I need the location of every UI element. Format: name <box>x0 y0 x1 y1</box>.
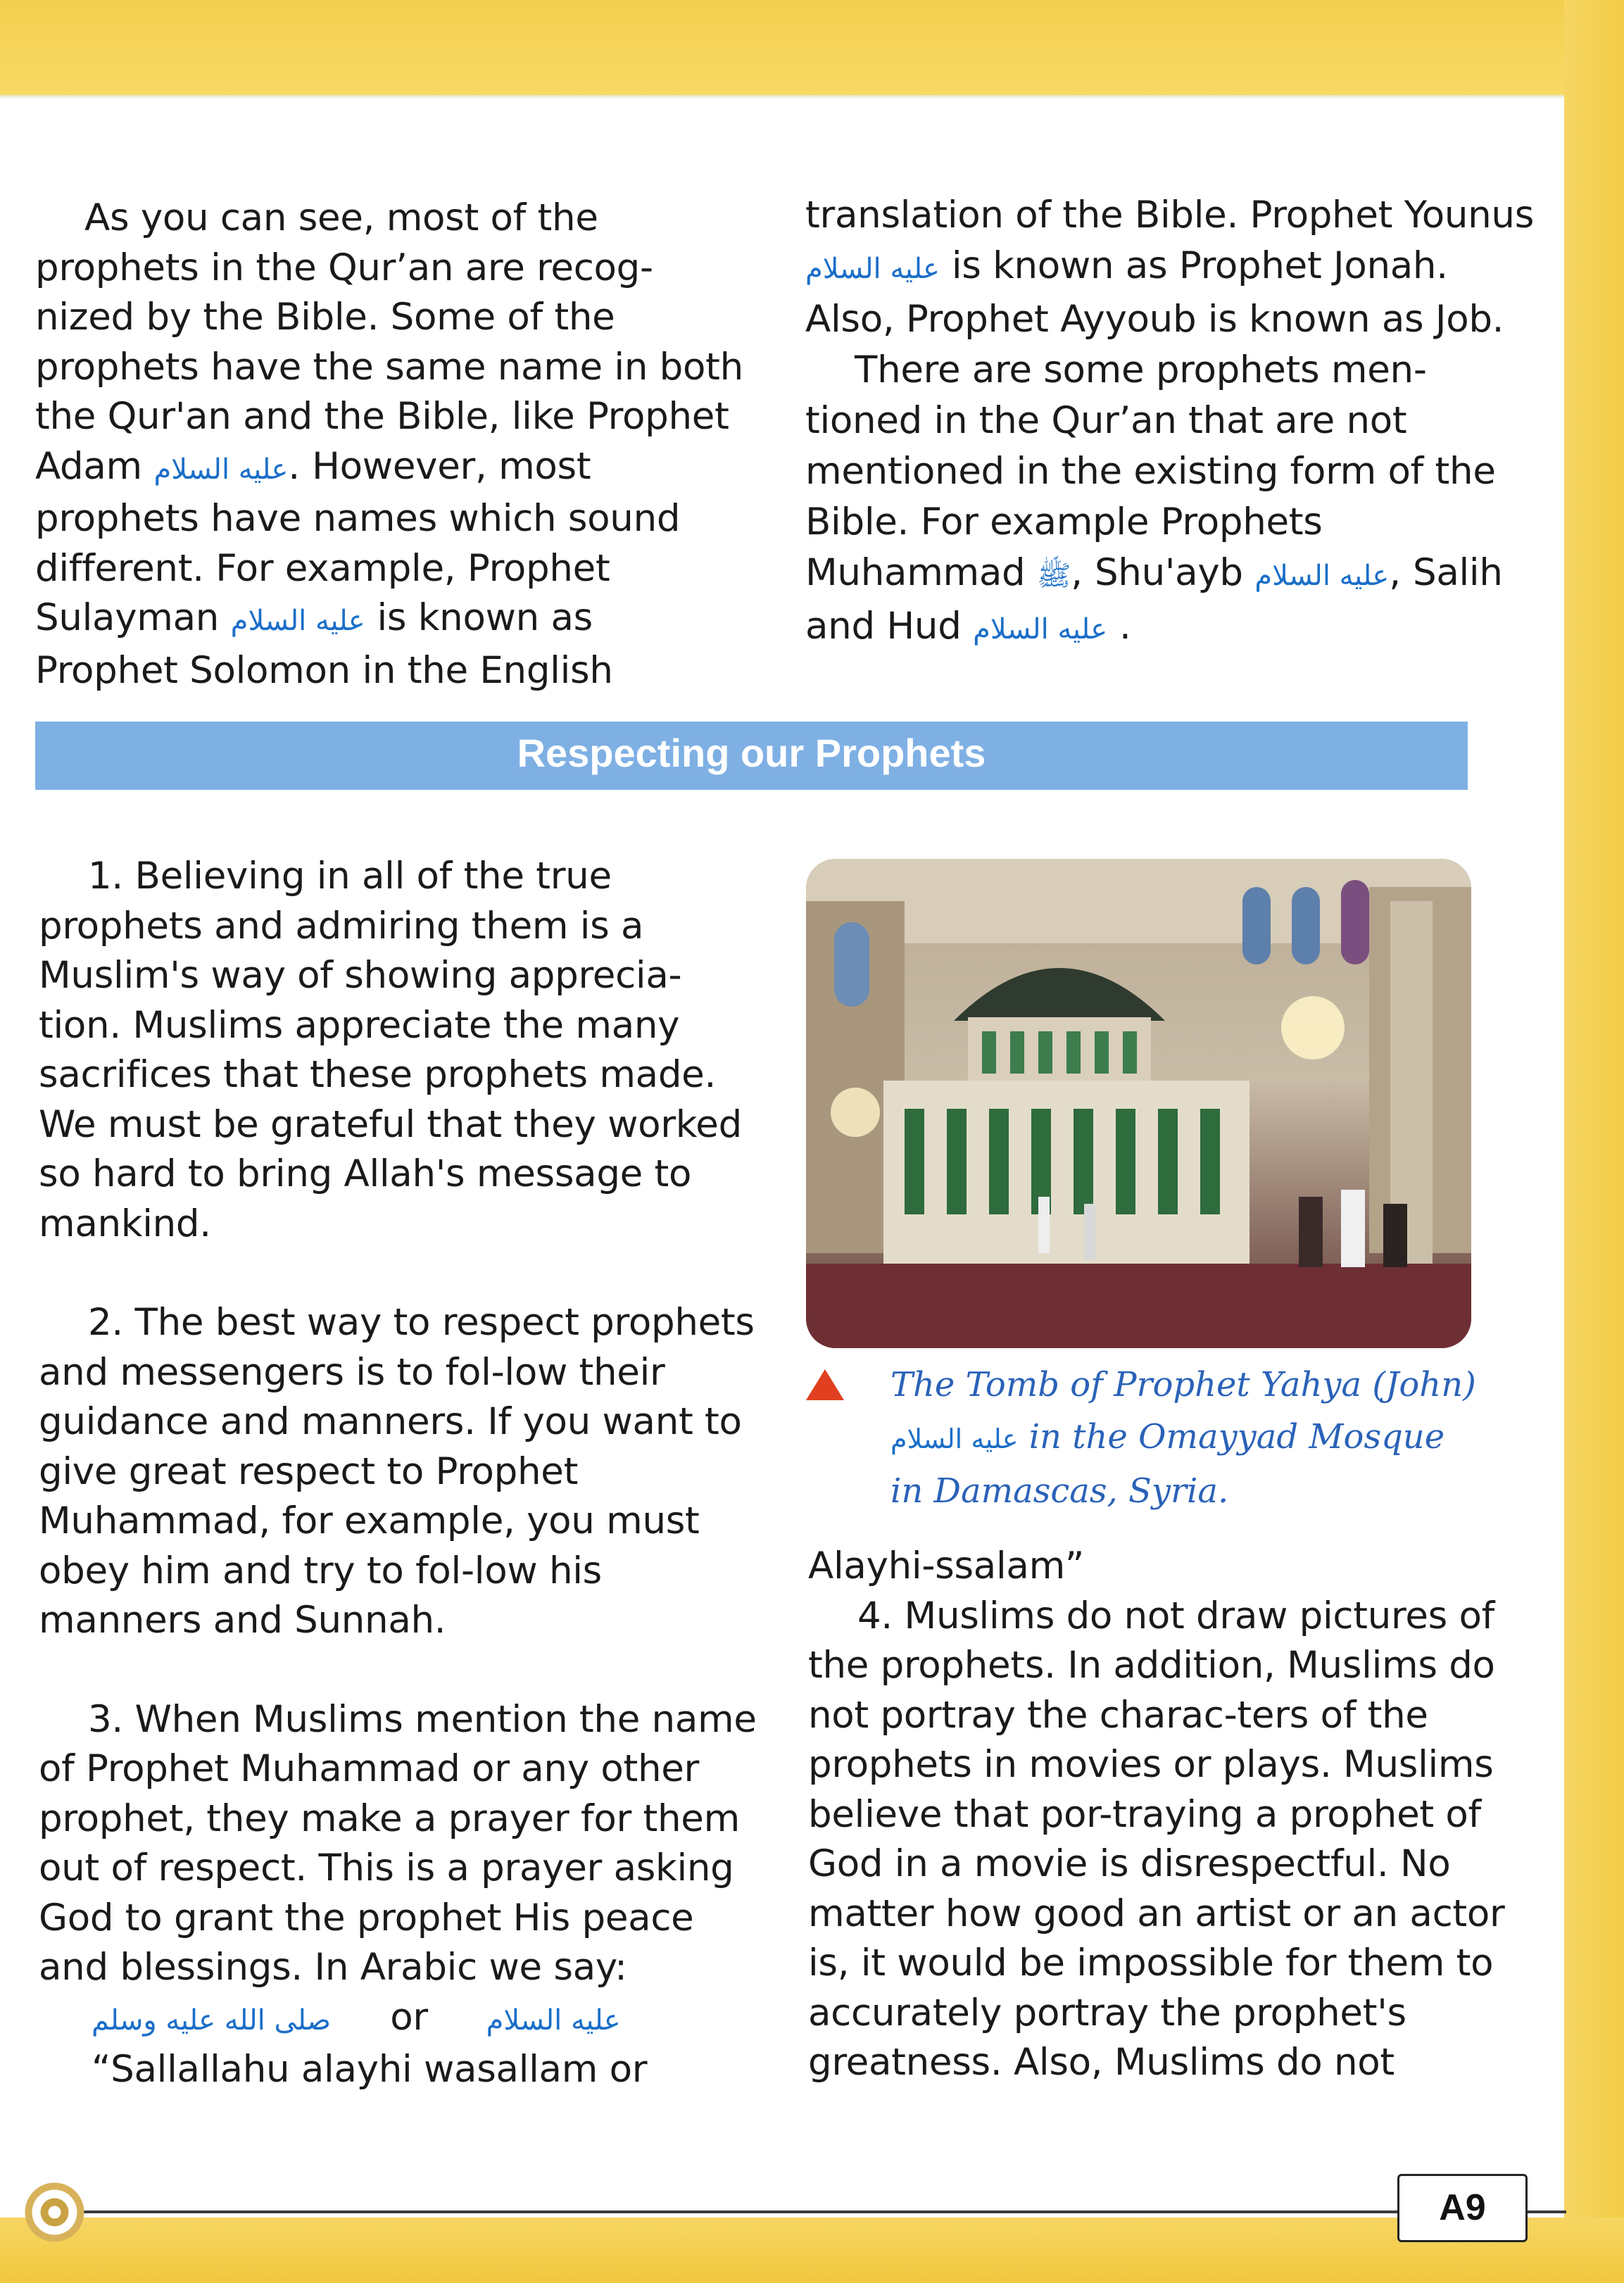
arabic-alayhi-salam: عليه السلام <box>1254 560 1390 592</box>
intro-text-part-2: . However, most prophets have names which sound different. For example, Prophet Sulayman <box>35 444 681 639</box>
flower-ornament-icon <box>21 2179 88 2246</box>
intro-continued-part-2: is known as Prophet Jonah. Also, Prophet Ayyoub is known as Job. <box>805 244 1504 341</box>
respect-column-left <box>39 852 764 2095</box>
photo-caption <box>890 1359 1482 1517</box>
arabic-alayhi-salam: عليه السلام <box>153 453 289 486</box>
respect-item-2: 2. The best way to respect prophets and messengers is to fol-low their guidance and manners. If you want to give great respect to Prophet Muhammad, for example, you must obey him and try to fol-low his manners and Sunnah. <box>39 1301 755 1642</box>
arabic-salla-allah: صلى الله عليه وسلم <box>92 2004 331 2037</box>
intro-text-part-3: is known as Prophet Solomon in the English <box>35 596 613 692</box>
arabic-alayhi-salam: عليه السلام <box>805 253 940 285</box>
respect-item-3: 3. When Muslims mention the name of Prophet Muhammad or any other prophet, they make a prayer for them out of respect. This is a prayer asking God to grant the prophet His peace and blessings. In Arabic we say: <box>39 1697 757 1989</box>
arabic-alayhi-salam: عليه السلام <box>230 605 365 637</box>
respect-item-1: 1. Believing in all of the true prophets and admiring them is a Muslim's way of showing apprecia-tion. Muslims appreciate the many sacrifices that these prophets made. We must be grateful that they worked so hard to bring Allah's message to mankind. <box>39 855 742 1245</box>
tomb-photo <box>806 859 1471 1348</box>
intro-continued-paragraph <box>805 190 1537 345</box>
unmentioned-part-3: , Salih and Hud <box>805 551 1503 648</box>
or-word: or <box>390 1995 428 2039</box>
paragraph-spacer <box>39 1249 764 1298</box>
page-number-box <box>1397 2174 1528 2242</box>
transliteration-quote-start: “Sallallahu alayhi wasallam or <box>92 2048 648 2091</box>
caption-part-1: The Tomb of Prophet Yahya (John) <box>890 1365 1476 1404</box>
unmentioned-part-2: , Shu'ayb <box>1071 551 1243 594</box>
unmentioned-part-1: There are some prophets men-tioned in the Qur’an that are not mentioned in the existing form of the Bible. For example Prophets Muhammad <box>805 348 1496 594</box>
arabic-alayhi-salam: عليه السلام <box>973 613 1108 646</box>
top-decorative-band <box>0 0 1624 95</box>
top-band-edge <box>0 95 1624 99</box>
unmentioned-prophets-paragraph <box>805 345 1537 655</box>
bottom-decorative-band <box>0 2218 1624 2283</box>
respect-item-4: 4. Muslims do not draw pictures of the prophets. In addition, Muslims do not portray the charac-ters of the prophets in movies or plays. Muslims believe that por-traying a prophet of God in a movie is disrespectful. No matter how good an artist or an actor is, it would be impossible for them to accurately portray the prophet's greatness. Also, Muslims do not <box>808 1594 1505 2084</box>
arabic-saw-glyph: ﷺ <box>1036 560 1071 592</box>
caption-marker-triangle <box>806 1369 844 1400</box>
arabic-alayhi-salam: عليه السلام <box>486 2004 621 2037</box>
respect-column-right <box>808 1542 1544 2088</box>
arabic-alayhi-salam: عليه السلام <box>890 1423 1019 1454</box>
intro-text-part-1: As you can see, most of the prophets in the Qur’an are recog-nized by the Bible. Some of the prophets have the same name in both the Qur'an and the Bible, like Prophet Adam <box>35 196 743 488</box>
intro-paragraph <box>35 194 746 696</box>
paragraph-spacer <box>39 1646 764 1695</box>
intro-column-right <box>805 190 1537 655</box>
section-title: Respecting our Prophets <box>517 731 986 775</box>
footer-rule <box>67 2210 1566 2213</box>
intro-column-left <box>35 194 746 696</box>
page-number: A9 <box>1439 2187 1486 2228</box>
caption-part-2: in the Omayyad Mosque in Damascas, Syria. <box>890 1417 1445 1511</box>
tomb-photo-illustration <box>806 859 1471 1348</box>
section-banner <box>35 722 1468 790</box>
transliteration-quote-end: Alayhi-ssalam” <box>808 1545 1085 1587</box>
right-decorative-band <box>1564 0 1624 2283</box>
arabic-phrases-line <box>39 1993 764 2046</box>
unmentioned-part-4: . <box>1119 605 1131 648</box>
intro-continued-part-1: translation of the Bible. Prophet Younus <box>805 194 1535 237</box>
